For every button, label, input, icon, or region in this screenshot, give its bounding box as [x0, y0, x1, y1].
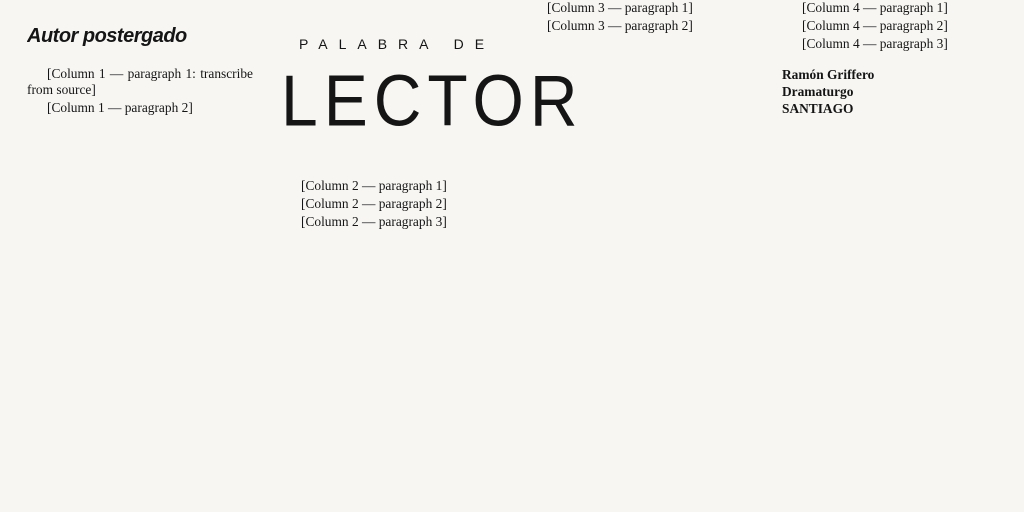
masthead-kicker: PALABRA DE — [298, 36, 496, 52]
paragraph: [Column 3 — paragraph 2] — [547, 18, 693, 34]
signature-block — [782, 66, 1014, 117]
column-4 — [782, 0, 1014, 512]
column-1 — [27, 0, 253, 512]
paragraph: [Column 1 — paragraph 2] — [47, 100, 193, 116]
paragraph: [Column 1 — paragraph 1: transcribe from source] — [27, 66, 253, 98]
paragraph: [Column 4 — paragraph 1] — [802, 0, 948, 15]
paragraph: [Column 3 — paragraph 1] — [547, 0, 693, 15]
column-body — [782, 0, 1014, 52]
column-3 — [527, 0, 753, 512]
author-city: SANTIAGO — [782, 101, 854, 117]
paragraph: [Column 4 — paragraph 2] — [802, 18, 948, 34]
paragraph: [Column 2 — paragraph 1] — [301, 178, 447, 193]
paragraph: [Column 2 — paragraph 3] — [301, 214, 447, 230]
column-2 — [281, 0, 584, 512]
headline: Autor postergado — [27, 25, 187, 47]
column-body — [27, 66, 253, 116]
column-body — [527, 0, 753, 34]
masthead-title: LECTOR — [281, 59, 584, 141]
paragraph: [Column 2 — paragraph 2] — [301, 196, 447, 212]
author-name: Ramón Griffero — [782, 67, 875, 83]
author-role: Dramaturgo — [782, 84, 854, 100]
column-body — [281, 178, 503, 230]
paragraph: [Column 4 — paragraph 3] — [802, 36, 948, 52]
